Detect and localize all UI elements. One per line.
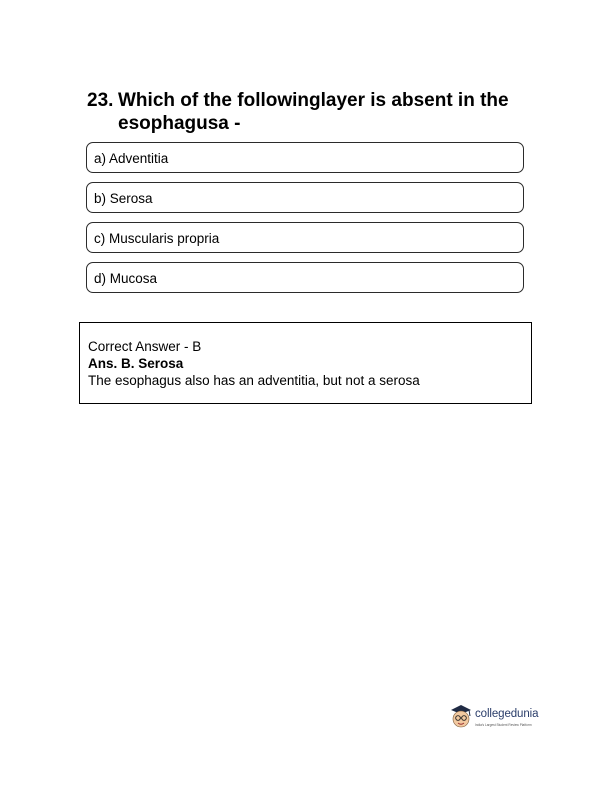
logo-wordmark: collegedunia xyxy=(475,708,539,720)
collegedunia-logo xyxy=(449,702,549,734)
logo-tagline: India's Largest Student Review Platform xyxy=(475,723,532,727)
question-text: Which of the followinglayer is absent in the esophagusa - xyxy=(118,90,509,134)
answer-title: Ans. B. Serosa xyxy=(88,356,184,371)
answer-explanation: The esophagus also has an adventitia, but not a serosa xyxy=(88,373,420,388)
question-number: 23. xyxy=(87,90,114,111)
option-c[interactable]: c) Muscularis propria xyxy=(86,222,524,253)
option-a[interactable]: a) Adventitia xyxy=(86,142,524,173)
option-b[interactable]: b) Serosa xyxy=(86,182,524,213)
option-d[interactable]: d) Mucosa xyxy=(86,262,524,293)
answer-box xyxy=(79,322,532,404)
student-face-icon xyxy=(449,704,473,730)
correct-answer-line: Correct Answer - B xyxy=(88,339,202,354)
